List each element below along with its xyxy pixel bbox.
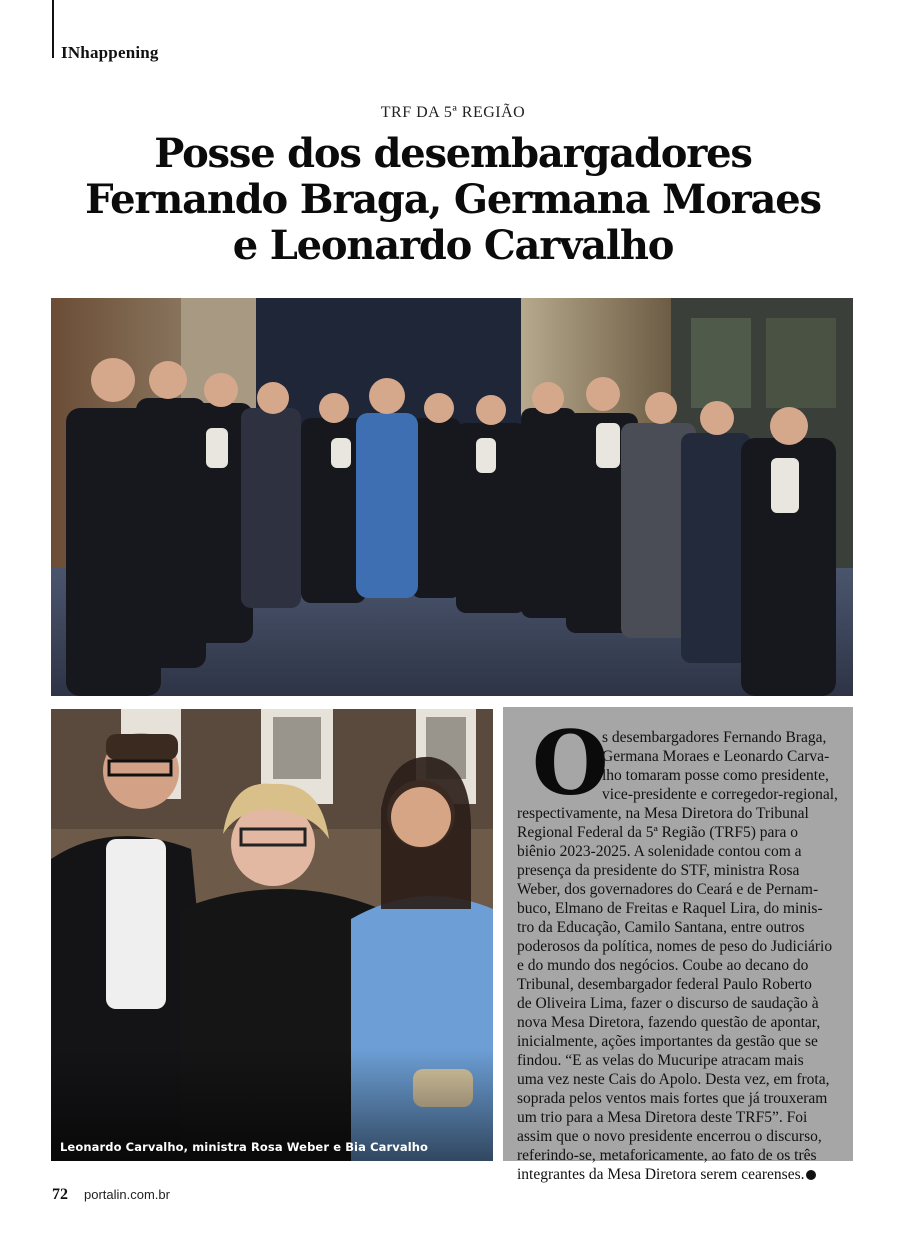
- group-photo-illustration: [51, 298, 853, 696]
- body-line: s desembargadores Fernando Braga,: [602, 729, 827, 746]
- trio-photo: [51, 709, 493, 1161]
- body-line: Germana Moraes e Leonardo Carva-: [602, 748, 830, 765]
- body-line: findou. “E as velas do Mucuripe atracam mais: [517, 1052, 804, 1069]
- headline-line-2: Fernando Braga, Germana Moraes: [85, 176, 821, 223]
- body-line: biênio 2023-2025. A solenidade contou com a: [517, 843, 802, 860]
- body-line: uma vez neste Cais do Apolo. Desta vez, em frota,: [517, 1071, 830, 1088]
- page-number: 72: [52, 1186, 68, 1203]
- body-line: Weber, dos governadores do Ceará e de Pernam-: [517, 881, 819, 898]
- body-line: presença da presidente do STF, ministra Rosa: [517, 862, 800, 879]
- body-line: referindo-se, metaforicamente, ao fato de os três: [517, 1147, 817, 1164]
- blue-suit: [356, 413, 418, 598]
- body-line: soprada pelos ventos mais fortes que já trouxeram: [517, 1090, 828, 1107]
- article-headline: [40, 131, 866, 269]
- photo-caption: Leonardo Carvalho, ministra Rosa Weber e Bia Carvalho: [60, 1140, 429, 1154]
- end-mark-icon: [806, 1170, 816, 1180]
- header-rule: [52, 0, 54, 58]
- body-line: assim que o novo presidente encerrou o discurso,: [517, 1128, 822, 1145]
- body-line: inicialmente, ações importantes da gestão que se: [517, 1033, 818, 1050]
- body-line-text: integrantes da Mesa Diretora serem cearenses.: [517, 1166, 805, 1183]
- headline-line-1: Posse dos desembargadores: [154, 130, 752, 177]
- body-line: nova Mesa Diretora, fazendo questão de apontar,: [517, 1014, 821, 1031]
- headline-line-3: e Leonardo Carvalho: [232, 222, 674, 269]
- body-line: buco, Elmano de Freitas e Raquel Lira, do minis-: [517, 900, 823, 917]
- site-url: portalin.com.br: [84, 1187, 170, 1202]
- drop-cap: O: [532, 711, 609, 815]
- trio-photo-illustration: [51, 709, 493, 1161]
- body-line: vice-presidente e corregedor-regional,: [602, 786, 838, 803]
- body-line: Regional Federal da 5ª Região (TRF5) para o: [517, 824, 799, 841]
- body-line: e do mundo dos negócios. Coube ao decano do: [517, 957, 809, 974]
- body-line: lho tomaram posse como presidente,: [602, 767, 829, 784]
- body-line: respectivamente, na Mesa Diretora do Tribunal: [517, 805, 809, 822]
- section-label: INhappening: [61, 43, 159, 62]
- body-line: poderosos da política, nomes de peso do Judiciário: [517, 938, 833, 955]
- group-photo: [51, 298, 853, 696]
- body-line: um trio para a Mesa Diretora deste TRF5”. Foi: [517, 1109, 808, 1126]
- body-line: tro da Educação, Camilo Santana, entre outros: [517, 919, 805, 936]
- body-line: Tribunal, desembargador federal Paulo Roberto: [517, 976, 812, 993]
- article-kicker: TRF DA 5ª REGIÃO: [380, 104, 526, 121]
- body-line-last: [517, 1165, 816, 1184]
- body-line: de Oliveira Lima, fazer o discurso de saudação à: [517, 995, 819, 1012]
